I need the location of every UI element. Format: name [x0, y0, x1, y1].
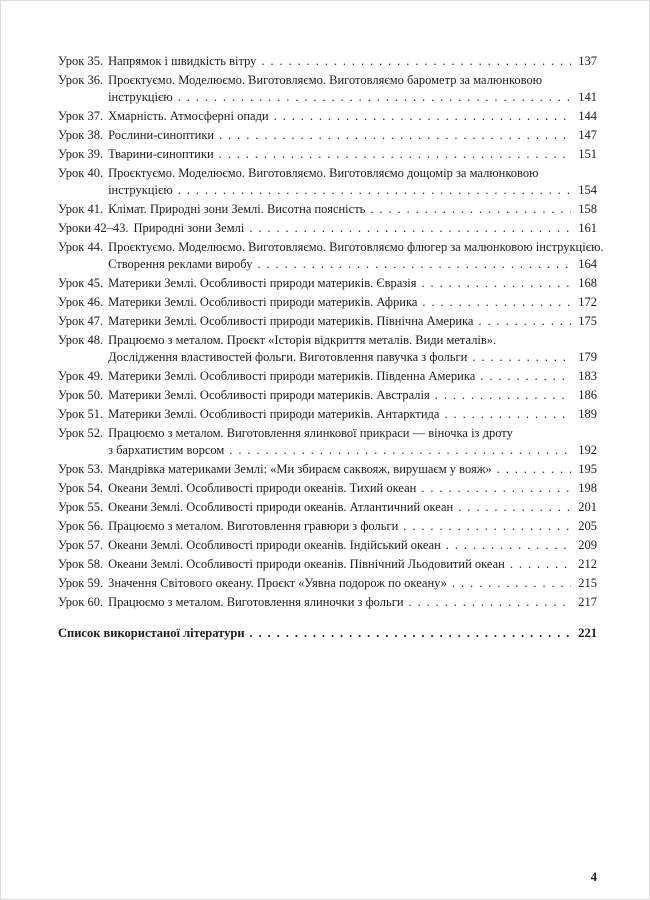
toc-entry-title: Працюємо з металом. Проєкт «Історія відкриття металів. Види металів». — [108, 333, 497, 347]
toc-entry — [58, 499, 597, 516]
bibliography-page: 221 — [578, 626, 597, 640]
toc-entry-page: 201 — [578, 500, 597, 514]
toc-entry-title: Проєктуємо. Моделюємо. Виготовляємо. Виготовляємо флюгер за малюнковою інструкцією. — [108, 240, 604, 254]
dot-leader — [249, 220, 571, 237]
toc-entry-title: Океани Землі. Особливості природи океанів. Індійський океан — [108, 538, 441, 552]
bibliography-title: Список використаної літератури — [58, 626, 245, 640]
toc-entry — [58, 220, 597, 237]
toc-entry-page: 161 — [578, 221, 597, 235]
toc-entry-page: 147 — [578, 128, 597, 142]
toc-entry-label: Урок 44. — [58, 240, 104, 254]
toc-entry-page: 141 — [578, 90, 597, 104]
dot-leader — [472, 349, 571, 366]
dot-leader — [219, 127, 571, 144]
toc-entry-label: Урок 59. — [58, 576, 104, 590]
toc-entry-label: Урок 47. — [58, 314, 104, 328]
toc-entry-label: Урок 45. — [58, 276, 104, 290]
toc-entry-page: 137 — [578, 54, 597, 68]
toc-entry-label: Урок 54. — [58, 481, 104, 495]
toc-entry-label: Урок 41. — [58, 202, 104, 216]
toc-entry — [58, 518, 597, 535]
toc-entry-title: Рослини-синоптики — [108, 128, 215, 142]
toc-entry — [58, 575, 597, 592]
dot-leader — [421, 480, 571, 497]
toc-entry-label: Урок 37. — [58, 109, 104, 123]
dot-leader — [497, 461, 571, 478]
dot-leader — [409, 594, 571, 611]
toc-entry — [58, 556, 597, 573]
toc-entry-title: Мандрівка материками Землі: «Ми збираєм саквояж, вирушаєм у вояж» — [108, 462, 492, 476]
toc-entry-label: Уроки 42–43. — [58, 221, 129, 235]
toc-entry — [58, 127, 597, 144]
toc-entry-title: Напрямок і швидкість вітру — [108, 54, 257, 68]
dot-leader — [219, 146, 571, 163]
toc-entry-label: Урок 35. — [58, 54, 104, 68]
toc-entry-page: 144 — [578, 109, 597, 123]
toc-entry — [58, 537, 597, 554]
toc-entry — [58, 313, 597, 330]
toc-entry-page: 209 — [578, 538, 597, 552]
toc-entry — [58, 480, 597, 497]
toc-entry-title: Океани Землі. Особливості природи океанів. Північний Льодовитий океан — [108, 557, 505, 571]
toc-entry-page: 217 — [578, 595, 597, 609]
toc-entry — [58, 406, 597, 423]
toc-entry-label: Урок 52. — [58, 426, 104, 440]
dot-leader — [510, 556, 571, 573]
toc-entry — [58, 387, 597, 404]
toc-entry-title: інструкцією — [108, 90, 173, 104]
toc-entry-title: Материки Землі. Особливості природи материків. Південна Америка — [108, 369, 476, 383]
toc-entry-page: 215 — [578, 576, 597, 590]
dot-leader — [403, 518, 571, 535]
toc-entry — [58, 146, 597, 163]
bibliography-entry — [58, 625, 597, 642]
toc-entry-label: Урок 48. — [58, 333, 104, 347]
dot-leader — [261, 53, 571, 70]
toc-entry — [58, 201, 597, 218]
toc-entry-page: 212 — [578, 557, 597, 571]
dot-leader — [178, 182, 571, 199]
dot-leader — [370, 201, 571, 218]
page-number: 4 — [590, 870, 597, 884]
toc-entry-label: Урок 38. — [58, 128, 104, 142]
toc-entry-title: Хмарність. Атмосферні опади — [108, 109, 269, 123]
toc-entry-title: Дослідження властивостей фольги. Виготовлення павучка з фольги — [108, 350, 468, 364]
dot-leader — [274, 108, 571, 125]
dot-leader — [421, 275, 571, 292]
toc-entry-page: 189 — [578, 407, 597, 421]
dot-leader — [446, 537, 571, 554]
toc-entry-page: 175 — [578, 314, 597, 328]
dot-leader — [250, 625, 571, 642]
toc-entry-page: 192 — [578, 443, 597, 457]
toc-entry-page: 158 — [578, 202, 597, 216]
dot-leader — [444, 406, 571, 423]
toc-entry-page: 186 — [578, 388, 597, 402]
toc-entry-title: Океани Землі. Особливості природи океанів. Атлантичний океан — [108, 500, 454, 514]
toc-entry-label: Урок 55. — [58, 500, 104, 514]
toc-entry-title: Працюємо з металом. Виготовлення ялинкової прикраси — віночка із дроту — [108, 426, 513, 440]
toc-entry — [58, 461, 597, 478]
toc-entry-title: Клімат. Природні зони Землі. Висотна поясність — [108, 202, 366, 216]
toc-entry-title: Проєктуємо. Моделюємо. Виготовляємо. Виготовляємо дощомір за малюнковою — [108, 166, 539, 180]
toc-entry-title: Материки Землі. Особливості природи материків. Африка — [108, 295, 418, 309]
toc-entry — [58, 165, 597, 199]
toc-entry — [58, 425, 597, 459]
toc-entry-title: Проєктуємо. Моделюємо. Виготовляємо. Виготовляємо барометр за малюнковою — [108, 73, 543, 87]
toc-entry-page: 172 — [578, 295, 597, 309]
toc-entry — [58, 594, 597, 611]
toc-entry-page: 195 — [578, 462, 597, 476]
toc-entry — [58, 108, 597, 125]
toc-entry-title: Працюємо з металом. Виготовлення гравюри з фольги — [108, 519, 399, 533]
toc-entry-title: Значення Світового океану. Проєкт «Уявна подорож по океану» — [108, 576, 447, 590]
toc-entry-label: Урок 57. — [58, 538, 104, 552]
toc-entry-label: Урок 58. — [58, 557, 104, 571]
toc-entry-title: Материки Землі. Особливості природи материків. Австралія — [108, 388, 430, 402]
toc-entry-page: 154 — [578, 183, 597, 197]
dot-leader — [178, 89, 571, 106]
toc-entry-page: 168 — [578, 276, 597, 290]
toc-entry-page: 164 — [578, 257, 597, 271]
toc-entry-label: Урок 49. — [58, 369, 104, 383]
toc-entry — [58, 53, 597, 70]
toc-entries — [58, 53, 604, 611]
toc-entry-title: з бархатистим ворсом — [108, 443, 225, 457]
toc-entry-page: 183 — [578, 369, 597, 383]
toc-entry-label: Урок 40. — [58, 166, 104, 180]
toc-entry-page: 198 — [578, 481, 597, 495]
toc-entry — [58, 294, 597, 311]
dot-leader — [458, 499, 571, 516]
dot-leader — [480, 368, 571, 385]
toc-entry-title: Природні зони Землі — [133, 221, 245, 235]
toc-entry-label: Урок 39. — [58, 147, 104, 161]
toc-entry — [58, 239, 604, 273]
toc-entry-title: Тварини-синоптики — [108, 147, 214, 161]
toc-entry — [58, 332, 597, 366]
toc-entry-label: Урок 51. — [58, 407, 104, 421]
toc-entry-page: 151 — [578, 147, 597, 161]
toc-entry-title: Материки Землі. Особливості природи материків. Північна Америка — [108, 314, 474, 328]
toc-entry-title: інструкцією — [108, 183, 173, 197]
dot-leader — [422, 294, 571, 311]
toc-entry — [58, 368, 597, 385]
toc-entry-label: Урок 36. — [58, 73, 104, 87]
toc-entry — [58, 72, 597, 106]
toc-entry-title: Створення реклами виробу — [108, 257, 253, 271]
toc-entry-title: Материки Землі. Особливості природи материків. Євразія — [108, 276, 417, 290]
toc-entry-label: Урок 50. — [58, 388, 104, 402]
toc-entry-page: 205 — [578, 519, 597, 533]
dot-leader — [478, 313, 571, 330]
dot-leader — [452, 575, 571, 592]
toc-entry-label: Урок 56. — [58, 519, 104, 533]
table-of-contents — [58, 53, 604, 642]
dot-leader — [435, 387, 571, 404]
toc-entry-title: Океани Землі. Особливості природи океанів. Тихий океан — [108, 481, 417, 495]
toc-entry-label: Урок 60. — [58, 595, 104, 609]
toc-entry — [58, 275, 597, 292]
dot-leader — [229, 442, 571, 459]
dot-leader — [257, 256, 571, 273]
toc-entry-label: Урок 46. — [58, 295, 104, 309]
toc-entry-title: Працюємо з металом. Виготовлення ялиночки з фольги — [108, 595, 404, 609]
toc-entry-title: Материки Землі. Особливості природи материків. Антарктида — [108, 407, 440, 421]
toc-entry-page: 179 — [578, 350, 597, 364]
toc-entry-label: Урок 53. — [58, 462, 104, 476]
